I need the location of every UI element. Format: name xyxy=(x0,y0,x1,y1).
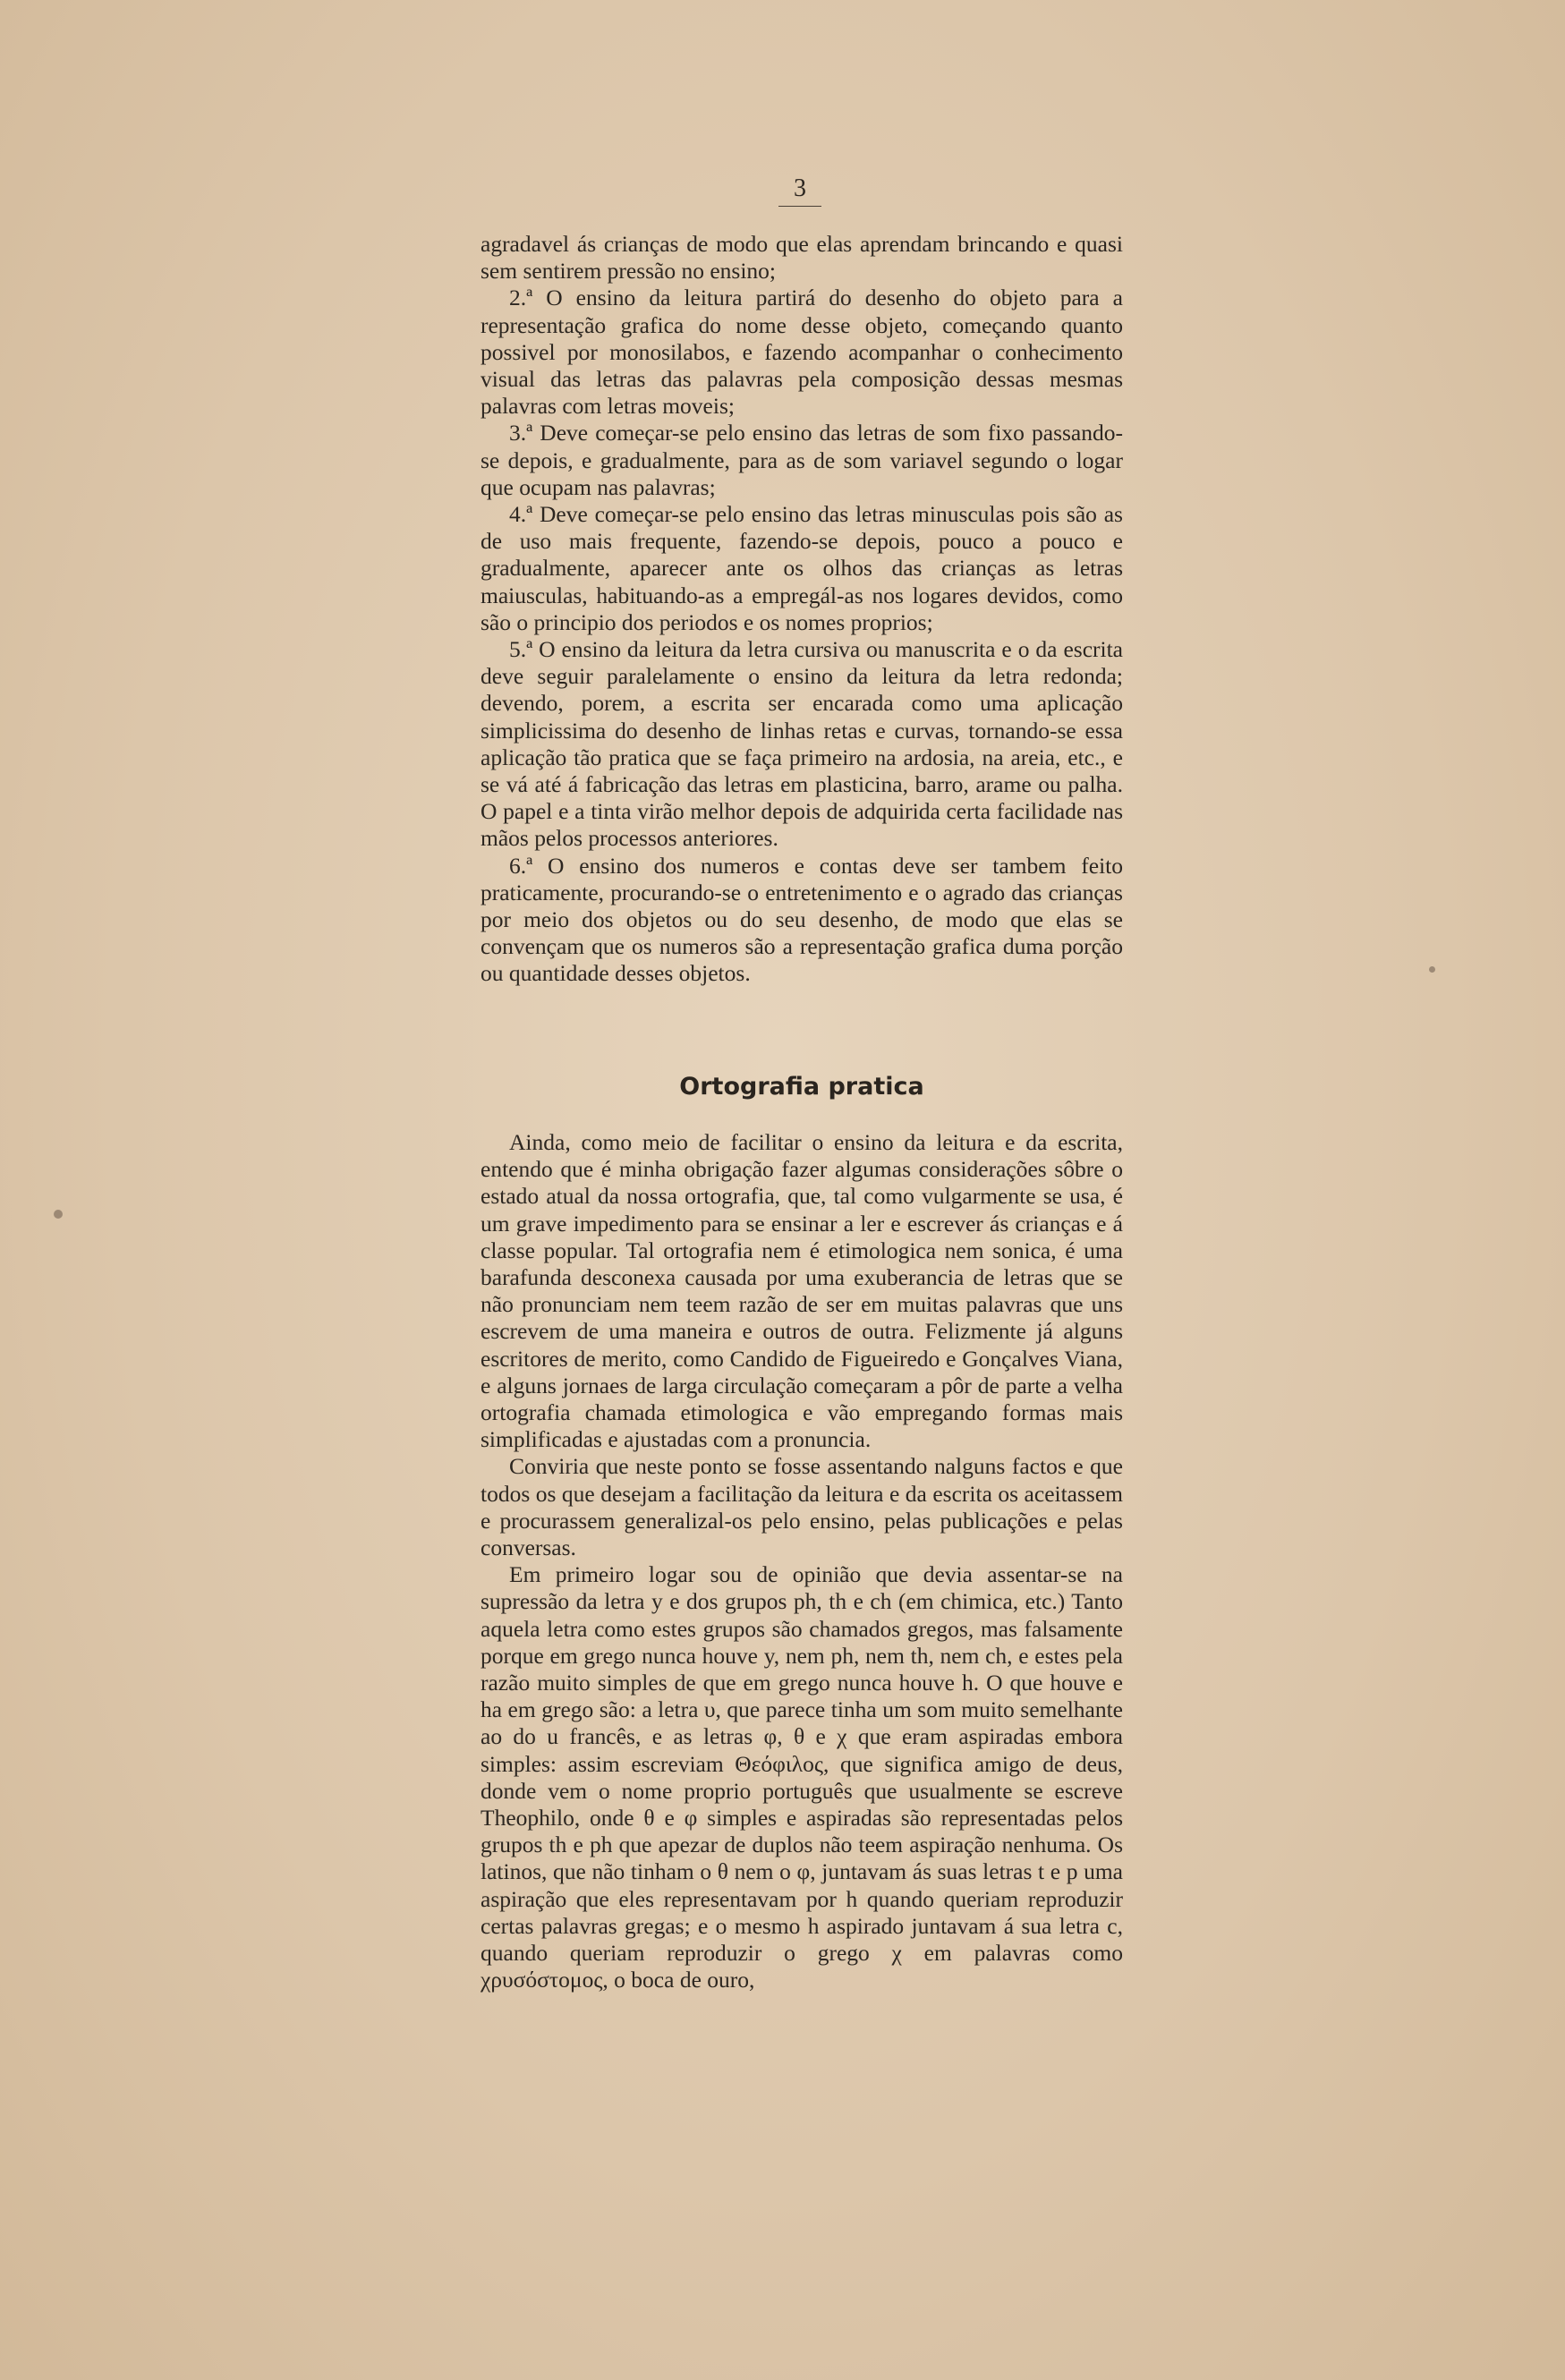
paragraph: Conviria que neste ponto se fosse assentando nalguns factos e que todos os que desejam a facilitação da leitura e da escrita os aceitassem e procurassem generalizal-os pelo ensino, pelas publicações e pelas conversas. xyxy=(481,1453,1123,1561)
text-section-2 xyxy=(481,1129,1123,1994)
page-number: 3 xyxy=(778,175,821,207)
paragraph: Em primeiro logar sou de opinião que devia assentar-se na supressão da letra y e dos grupos ph, th e ch (em chimica, etc.) Tanto aquela letra como estes grupos são chamados gregos, mas falsamente porque em grego nunca houve y, nem ph, nem th, nem ch, e estes pela razão muito simples de que em grego nunca houve h. O que houve e ha em grego são: a letra υ, que parece tinha um som muito semelhante ao do u francês, e as letras φ, θ e χ que eram aspiradas embora simples: assim escreviam Θεόφιλος, que significa amigo de deus, donde vem o nome proprio português que usualmente se escreve Theophilo, onde θ e φ simples e aspiradas são representadas pelos grupos th e ph que apezar de duplos não teem aspiração nenhuma. Os latinos, que não tinham o θ nem o φ, juntavam ás suas letras t e p uma aspiração que eles representavam por h quando queriam reproduzir certas palavras gregas; e o mesmo h aspirado juntavam á sua letra c, quando queriam reproduzir o grego χ em palavras como χρυσόστομος, o boca de ouro, xyxy=(481,1561,1123,1993)
paper-speck xyxy=(1429,966,1435,973)
paragraph: 3.ª Deve começar-se pelo ensino das letras de som fixo passando-se depois, e gradualmente, para as de som variavel segundo o logar que ocupam nas palavras; xyxy=(481,420,1123,500)
paper-speck xyxy=(54,1210,63,1219)
paragraph: 4.ª Deve começar-se pelo ensino das letras minusculas pois são as de uso mais frequente, fazendo-se depois, pouco a pouco e gradualmente, aparecer ante os olhos das crianças as letras maiusculas, habituando-as a empregál-as nos logares devidos, como são o principio dos periodos e os nomes proprios; xyxy=(481,501,1123,635)
paragraph: 6.ª O ensino dos numeros e contas deve ser tambem feito praticamente, procurando-se o entretenimento e o agrado das crianças por meio dos objetos ou do seu desenho, de modo que elas se convençam que os numeros são a representação grafica duma porção ou quantidade desses objetos. xyxy=(481,852,1123,987)
paragraph: 2.ª O ensino da leitura partirá do desenho do objeto para a representação grafica do nome desse objeto, começando quanto possivel por monosilabos, e fazendo acompanhar o conhecimento visual das letras das palavras pela composição dessas mesmas palavras com letras moveis; xyxy=(481,285,1123,420)
paragraph: agradavel ás crianças de modo que elas aprendam brincando e quasi sem sentirem pressão no ensino; xyxy=(481,231,1123,285)
paragraph: Ainda, como meio de facilitar o ensino da leitura e da escrita, entendo que é minha obrigação fazer algumas considerações sôbre o estado atual da nossa ortografia, que, tal como vulgarmente se usa, é um grave impedimento para se ensinar a ler e escrever ás crianças e á classe popular. Tal ortografia nem é etimologica nem sonica, é uma barafunda desconexa causada por uma exuberancia de letras que se não pronunciam nem teem razão de ser em muitas palavras que uns escrevem de uma maneira e outros de outra. Felizmente já alguns escritores de merito, como Candido de Figueiredo e Gonçalves Viana, e alguns jornaes de larga circulação começaram a pôr de parte a velha ortografia chamada etimologica e vão empregando formas mais simplificadas e ajustadas com a pronuncia. xyxy=(481,1129,1123,1453)
text-section-1 xyxy=(481,231,1123,988)
paragraph: 5.ª O ensino da leitura da letra cursiva ou manuscrita e o da escrita deve seguir paralelamente o ensino da leitura da letra redonda; devendo, porem, a escrita ser encarada como uma aplicação simplicissima do desenho de linhas retas e curvas, tornando-se essa aplicação tão pratica que se faça primeiro na ardosia, na areia, etc., e se vá até á fabricação das letras em plasticina, barro, arame ou palha. O papel e a tinta virão melhor depois de adquirida certa facilidade nas mãos pelos processos anteriores. xyxy=(481,636,1123,852)
section-heading: Ortografia pratica xyxy=(679,1073,924,1101)
